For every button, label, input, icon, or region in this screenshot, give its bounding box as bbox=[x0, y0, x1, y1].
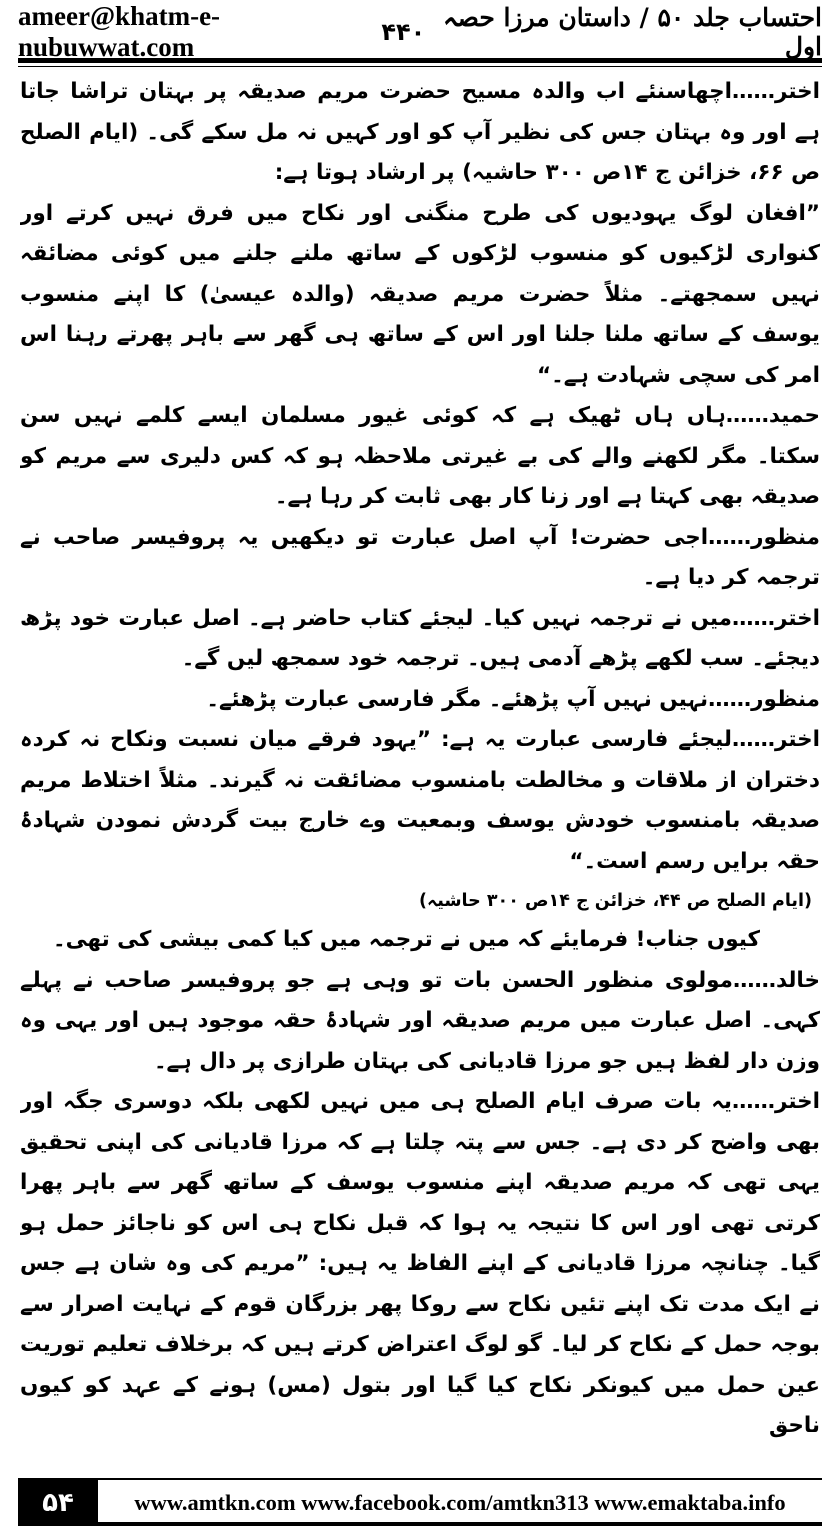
page-footer bbox=[18, 1480, 822, 1526]
citation: (ایام الصلح ص ۴۴، خزائن ج ۱۴ص ۳۰۰ حاشیہ) bbox=[418, 891, 812, 911]
header-divider-thick bbox=[18, 58, 822, 63]
footer-links: www.amtkn.com www.facebook.com/amtkn313 www.emaktaba.info bbox=[134, 1490, 786, 1515]
header-left bbox=[18, 1, 425, 63]
header-page-number: ۴۴۰ bbox=[381, 18, 426, 46]
paragraph-hameed: حمید……ہاں ہاں ٹھیک ہے کہ کوئی غیور مسلمان ایسے کلمے نہیں سن سکتا۔ مگر لکھنے والے کی بے غیرتی ملاحظہ ہو کہ کس دلیری سے مریم کو صدیقہ بھی کہتا ہے اور زنا کار بھی ثابت کر رہا ہے۔ bbox=[20, 403, 820, 509]
question-line: کیوں جناب! فرمایئے کہ میں نے ترجمہ میں کیا کمی بیشی کی تھی۔ bbox=[53, 927, 760, 952]
footer-page-number: ۵۴ bbox=[18, 1480, 98, 1526]
paragraph-akhtar-2: اختر……میں نے ترجمہ نہیں کیا۔ لیجئے کتاب حاضر ہے۔ اصل عبارت خود پڑھ دیجئے۔ سب لکھے پڑھے آدمی ہیں۔ ترجمہ خود سمجھ لیں گے۔ bbox=[20, 605, 820, 671]
paragraph-akhtar-3: اختر……یہ بات صرف ایام الصلح ہی میں نہیں لکھی بلکہ دوسری جگہ اور بھی واضح کر دی ہے۔ جس سے پتہ چلتا ہے کہ مرزا قادیانی کی اپنی تحقیق یہی تھی کہ مریم صدیقہ اپنے منسوب یوسف کے ساتھ گھر سے باہر پھرا کرتی تھی اور اس کا نتیجہ یہ ہوا کہ قبل نکاح ہی اس کو ناجائز حمل ہو گیا۔ چنانچہ مرزا قادیانی کے اپنے الفاظ یہ ہیں: ”مریم کی وہ شان ہے جس نے ایک مدت تک اپنے تئیں نکاح سے روکا پھر بزرگان قوم کے نہایت اصرار سے بوجہ حمل کے نکاح کر لیا۔ گو لوگ اعتراض کرتے ہیں کہ برخلاف تعلیم توریت عین حمل میں کیونکر نکاح کیا گیا اور بتول (مس) ہونے کے عہد کو کیوں ناحق bbox=[20, 1089, 820, 1438]
page-header bbox=[18, 1, 822, 62]
paragraph-akhtar-1: اختر……اچھاسنئے اب والدہ مسیح حضرت مریم صدیقہ پر بہتان تراشا جاتا ہے اور وہ بہتان جس کی نظیر آپ کو اور کہیں نہ مل سکے گی۔ (ایام الصلح ص ۶۶، خزائن ج ۱۴ص ۳۰۰ حاشیہ) پر ارشاد ہوتا ہے: bbox=[20, 79, 820, 185]
footer-underline bbox=[98, 1522, 822, 1526]
paragraph-akhtar-persian: اختر……لیجئے فارسی عبارت یہ ہے: ”یہود فرقے میان نسبت ونکاح نہ کردہ دختران از ملاقات و مخالطت بامنسوب مضائقت نہ گیرند۔ مثلاً اختلاط مریم صدیقہ بامنسوب خودش یوسف وبمعیت وے خارج بیت گردش نمودن شہادۂ حقہ برایں رسم است۔“ bbox=[20, 727, 820, 874]
page-body bbox=[20, 72, 820, 1452]
header-divider-thin bbox=[18, 66, 822, 67]
paragraph-manzoor-1: منظور……اجی حضرت! آپ اصل عبارت تو دیکھیں یہ پروفیسر صاحب نے ترجمہ کر دیا ہے۔ bbox=[20, 524, 820, 590]
paragraph-khalid: خالد……مولوی منظور الحسن بات تو وہی ہے جو پروفیسر صاحب نے پہلے کہی۔ اصل عبارت میں مریم صدیقہ اور شہادۂ حقہ موجود ہیں اور یہی وہ وزن دار لفظ ہیں جو مرزا قادیانی کی بہتان طرازی پر دال ہے۔ bbox=[20, 967, 820, 1074]
header-title: احتساب جلد ۵۰ / داستان مرزا حصہ اول bbox=[442, 3, 822, 61]
paragraph-manzoor-2: منظور……نہیں نہیں آپ پڑھئے۔ مگر فارسی عبارت پڑھئے۔ bbox=[206, 686, 820, 712]
quote-afghan: ”افغان لوگ یہودیوں کی طرح منگنی اور نکاح میں فرق نہیں کرتے اور کنواری لڑکیوں کو منسوب لڑکوں کے ساتھ ملنے جلنے میں کوئی مضائقہ نہیں سمجھتے۔ مثلاً حضرت مریم صدیقہ (والدہ عیسیٰ) کا اپنے منسوب یوسف کے ساتھ ملنا جلنا اور اس کے ساتھ ہی گھر سے باہر پھرتے رہنا اس امر کی سچی شہادت ہے۔“ bbox=[20, 200, 820, 388]
header-email: ameer@khatm-e-nubuwwat.com bbox=[18, 1, 221, 62]
